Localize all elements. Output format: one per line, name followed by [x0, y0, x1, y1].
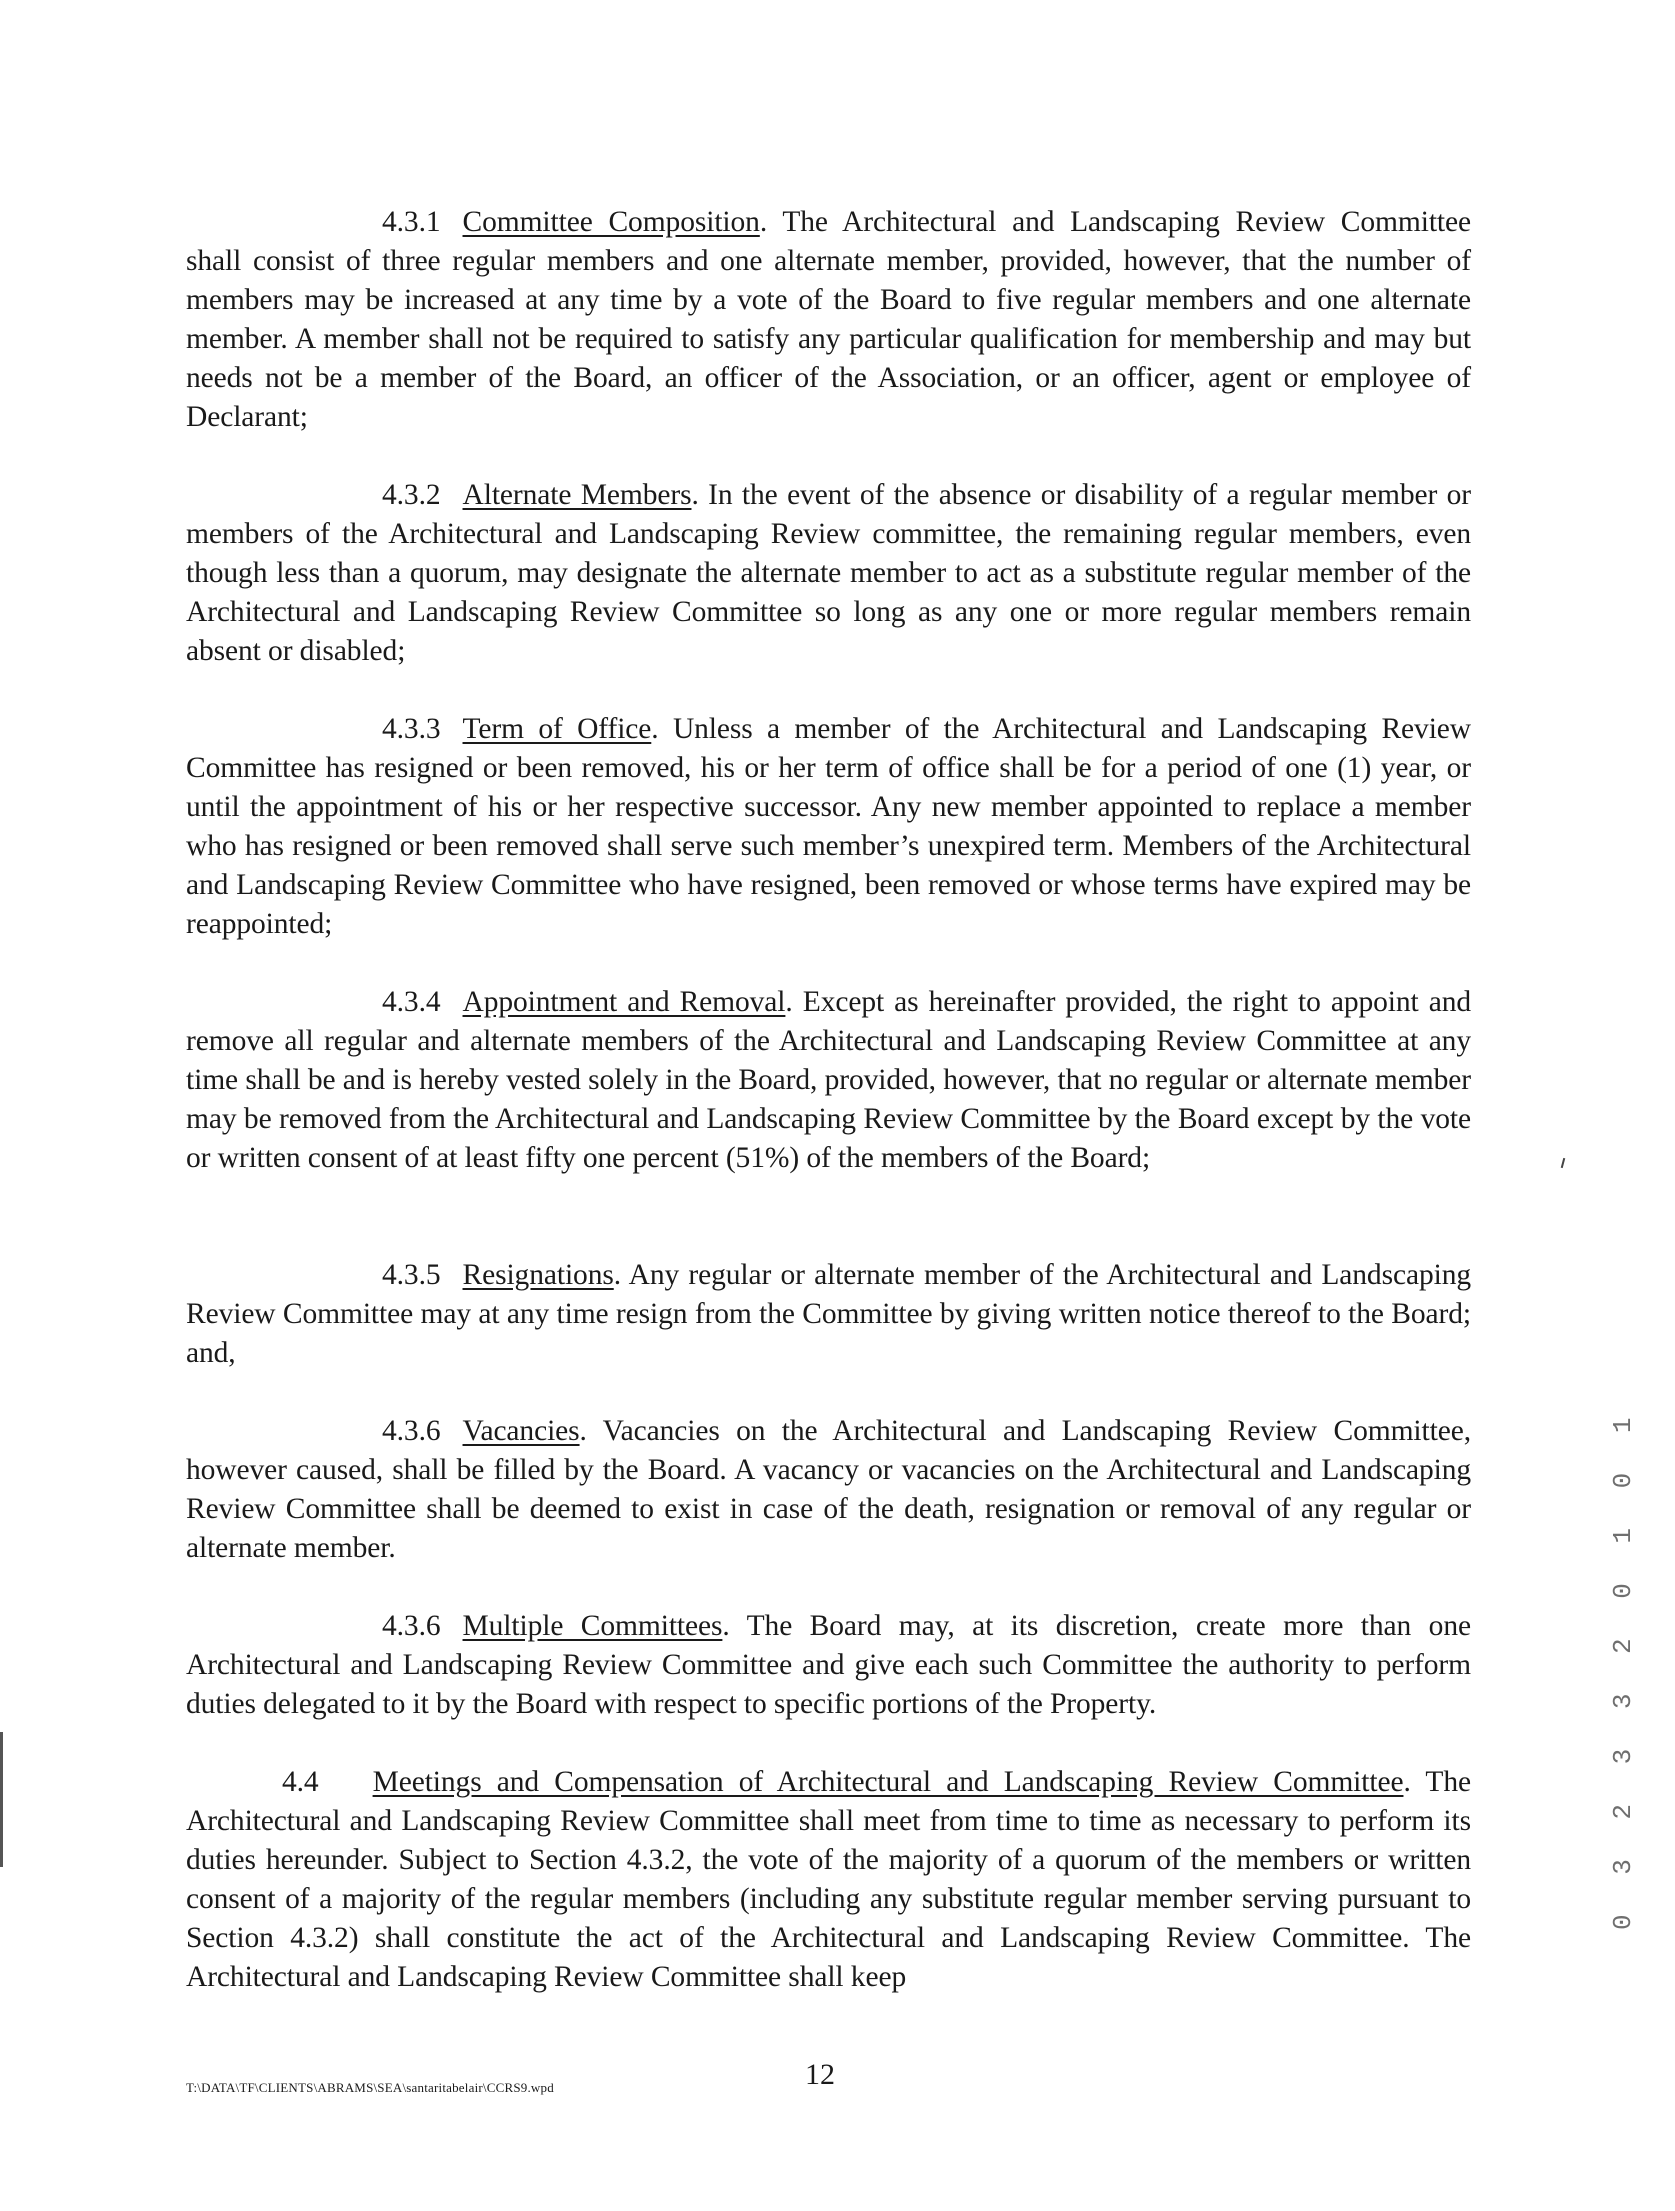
section-text: . Except as hereinafter provided, the right to appoint and remove all regular and alternate members of the Architectural and Landscaping Review Committee at any time shall be and is hereby vested solely in the Board, provided, however, that no regular or alternate member may be removed from the Architectural and Landscaping Review Committee by the Board except by the vote or written consent of at least fifty one percent (51%) of the members of the Board; — [186, 986, 1472, 1174]
margin-tick-mark — [1561, 1158, 1566, 1168]
section-4-3-2 — [186, 476, 1471, 671]
margin-recording-stamp — [1608, 1405, 1638, 1930]
section-number: 4.3.1 — [382, 206, 441, 238]
section-text: . The Architectural and Landscaping Review Committee shall meet from time to time as necessary to perform its duties hereunder. Subject to Section 4.3.2, the vote of the majority of a quorum of the members or written consent of a majority of the regular members (including any substitute regular member serving pursuant to Section 4.3.2) shall constitute the act of the Architectural and Landscaping Review Committee. The Architectural and Landscaping Review Committee shall keep — [186, 1766, 1471, 1993]
section-number: 4.3.4 — [382, 986, 441, 1018]
section-text: . Unless a member of the Architectural and Landscaping Review Committee has resigned or been removed, his or her term of office shall be for a period of one (1) year, or until the appointment of his or her respective successor. Any new member appointed to replace a member who has resigned or been removed shall serve such member’s unexpired term. Members of the Architectural and Landscaping Review Committee who have resigned, been removed or whose terms have expired may be reappointed; — [186, 713, 1471, 940]
margin-stamp-text: 0 3 2 3 3 2 0 1 0 1 — [1608, 1405, 1638, 1930]
section-4-3-6-multiple — [186, 1607, 1471, 1724]
section-heading: Resignations — [462, 1259, 614, 1291]
section-4-3-6-vacancies — [186, 1412, 1471, 1568]
page-number: 12 — [805, 2058, 835, 2091]
section-text: . Vacancies on the Architectural and Landscaping Review Committee, however caused, shall be filled by the Board. A vacancy or vacancies on the Architectural and Landscaping Review Committee shall be deemed to exist in case of the death, resignation or removal of any regular or alternate member. — [186, 1415, 1471, 1564]
section-number: 4.3.6 — [382, 1415, 441, 1447]
section-number: 4.3.2 — [382, 479, 441, 511]
section-number: 4.4 — [282, 1766, 319, 1798]
section-heading: Appointment and Removal — [462, 986, 786, 1018]
section-text: . The Architectural and Landscaping Review Committee shall consist of three regular members and one alternate member, provided, however, that the number of members may be increased at any time by a vote of the Board to five regular members and one alternate member. A member shall not be required to satisfy any particular qualification for membership and may but needs not be a member of the Board, an officer of the Association, or an officer, agent or employee of Declarant; — [186, 206, 1471, 433]
section-heading: Committee Composition — [462, 206, 760, 238]
section-number: 4.3.6 — [382, 1610, 441, 1642]
section-text: . In the event of the absence or disability of a regular member or members of the Architectural and Landscaping Review committee, the remaining regular members, even though less than a quorum, may designate the alternate member to act as a substitute regular member of the Architectural and Landscaping Review Committee so long as any one or more regular members remain absent or disabled; — [186, 479, 1471, 667]
section-text: . The Board may, at its discretion, create more than one Architectural and Landscaping Review Committee and give each such Committee the authority to perform duties delegated to it by the Board with respect to specific portions of the Property. — [186, 1610, 1471, 1720]
section-4-4 — [186, 1763, 1471, 1997]
section-number: 4.3.3 — [382, 713, 441, 745]
section-heading: Vacancies — [462, 1415, 580, 1447]
section-heading: Alternate Members — [462, 479, 692, 511]
section-text: . Any regular or alternate member of the Architectural and Landscaping Review Committee may at any time resign from the Committee by giving written notice thereof to the Board; and, — [186, 1259, 1471, 1369]
section-4-3-1 — [186, 203, 1471, 437]
section-number: 4.3.5 — [382, 1259, 441, 1291]
section-4-3-5 — [186, 1256, 1471, 1373]
section-heading: Term of Office — [462, 713, 652, 745]
section-4-3-3 — [186, 710, 1471, 944]
section-heading: Multiple Committees — [462, 1610, 723, 1642]
footer-file-path: T:\DATA\TF\CLIENTS\ABRAMS\SEA\santaritabelair\CCRS9.wpd — [186, 2080, 554, 2095]
section-heading: Meetings and Compensation of Architectural and Landscaping Review Committee — [372, 1766, 1404, 1798]
scan-edge-mark — [0, 1732, 3, 1867]
section-4-3-4 — [186, 983, 1471, 1178]
